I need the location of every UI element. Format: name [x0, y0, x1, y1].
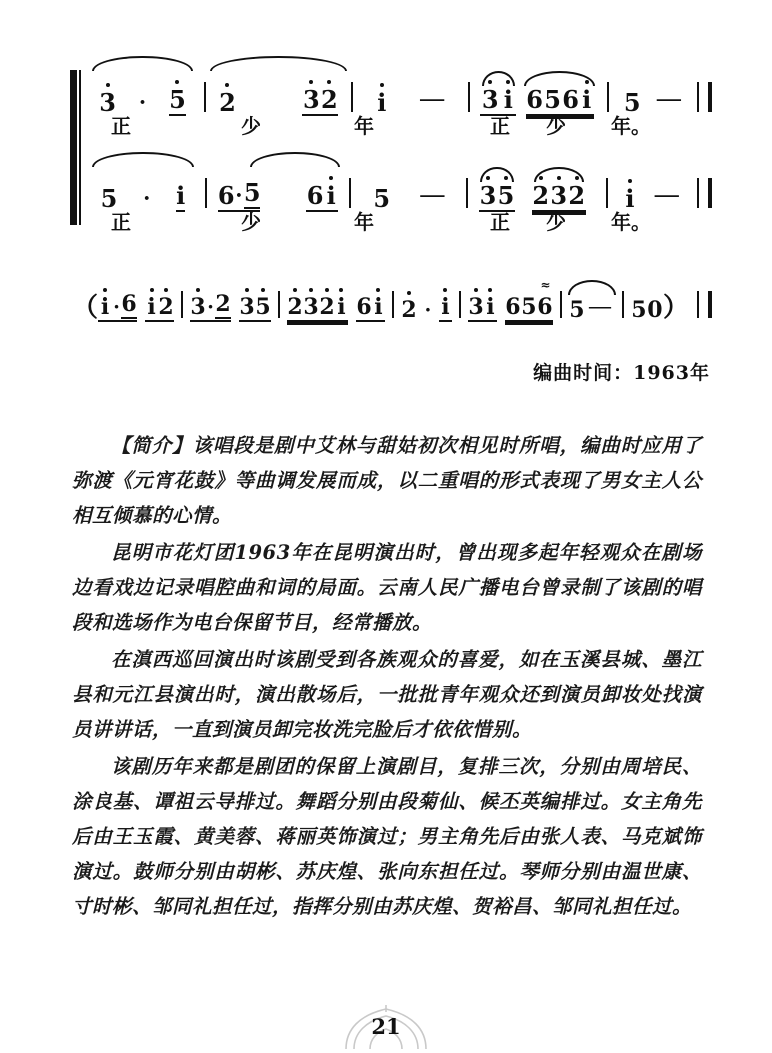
barline: [181, 291, 183, 318]
article-body: [72, 428, 702, 926]
note: i: [145, 295, 158, 319]
measure: [616, 72, 689, 116]
beamed-group: [479, 183, 515, 212]
note: 6: [562, 85, 579, 114]
dotted-rhythm-dot: ·: [142, 186, 151, 212]
lyric-syllable: 年: [354, 210, 374, 234]
dotted-rhythm-dot: ·: [424, 297, 432, 322]
final-barline: [697, 178, 712, 208]
brace-thick-stroke: [70, 70, 77, 225]
measure: [520, 72, 600, 116]
note: i: [625, 184, 635, 213]
music-score: [0, 0, 772, 345]
note: 5: [100, 184, 118, 213]
beamed-group: [239, 295, 271, 322]
sustain-dash: —: [420, 182, 445, 208]
paragraph-performance-history: 昆明市花灯团1963年在昆明演出时，曾出现多起年轻观众在剧场边看戏边记录唱腔曲和词的局面。云南人民广播电台曾录制了该剧的唱段和选场作为电台保留节目，经常播放。: [72, 541, 702, 634]
note: i: [439, 295, 452, 322]
note: i: [484, 295, 497, 319]
measure: [213, 72, 344, 116]
note: 2: [219, 88, 236, 117]
note: 3: [303, 85, 320, 114]
lyric-syllable: 正: [490, 114, 510, 138]
lyric-syllable: 少: [546, 114, 566, 138]
barline: [606, 178, 608, 208]
beamed-group: [468, 295, 497, 322]
measure: [214, 168, 342, 212]
note: 5: [569, 297, 585, 323]
barline: [607, 82, 609, 112]
dotted-rhythm-dot: ·: [112, 294, 121, 319]
lyric-syllable: 少: [241, 210, 261, 234]
dotted-rhythm-dot: ·: [138, 90, 147, 116]
note: 5: [373, 184, 391, 213]
note: 3: [481, 85, 499, 114]
page-footer: [0, 997, 772, 1053]
open-paren: （: [72, 293, 99, 322]
page-number: 21: [371, 1014, 401, 1039]
note: i: [98, 295, 112, 319]
measure: [360, 72, 461, 116]
slur-icon: [250, 152, 340, 167]
dotted-rhythm-dot: ·: [206, 294, 215, 319]
barline: [205, 178, 207, 208]
measure: [569, 293, 615, 323]
beamed-group: [190, 292, 231, 322]
beamed-group: [356, 295, 385, 322]
sustain-dash: —: [656, 86, 681, 112]
interlude-line: [72, 272, 712, 322]
sustain-dash: —: [588, 293, 611, 318]
note: i: [176, 181, 186, 210]
note: i: [372, 295, 385, 319]
note: 5: [243, 178, 261, 207]
note: 2: [215, 291, 231, 317]
measure: [88, 72, 197, 116]
composition-date: 编曲时间：1963年: [533, 362, 710, 384]
note: 5: [255, 294, 271, 320]
beamed-group: [505, 278, 553, 322]
beamed-group: [287, 295, 348, 322]
paragraph-tour-reception: 在滇西巡回演出时该剧受到各族观众的喜爱，如在玉溪县城、墨江县和元江县演出时，演出散场后，一批批青年观众还到演员卸妆处找演员讲讲话，一直到演员卸完妆洗完脸后才依依惜别。: [72, 648, 702, 741]
note: 5: [544, 85, 561, 114]
note: 6: [356, 294, 372, 320]
note: 2: [568, 181, 586, 210]
note: i: [377, 88, 387, 117]
note: 5: [169, 85, 186, 114]
note: 6: [306, 181, 324, 210]
beamed-group: [98, 292, 137, 322]
note-row-voice1: [88, 72, 712, 116]
staff-line-voice2: [88, 168, 712, 246]
sustain-dash: —: [420, 86, 445, 112]
beamed-group: [480, 87, 516, 116]
note: 3: [468, 294, 484, 320]
barline: [459, 291, 461, 318]
dotted-rhythm-dot: ·: [234, 183, 243, 209]
barline: [622, 291, 624, 318]
slur-icon: [482, 71, 515, 86]
note: 3: [99, 88, 116, 117]
measure: [88, 168, 198, 212]
beamed-group: [218, 180, 260, 212]
barline: [560, 291, 562, 318]
note: 3: [190, 294, 206, 320]
measure: [358, 168, 459, 212]
note: 5: [521, 294, 537, 320]
lyric-syllable: 少: [241, 114, 261, 138]
slur-icon: [480, 167, 513, 182]
beamed-group: [145, 295, 174, 322]
measure: [518, 168, 599, 212]
slur-icon: [92, 56, 192, 71]
note: 3: [479, 181, 497, 210]
note: 2: [321, 85, 338, 114]
note: 0: [647, 297, 663, 323]
sustain-dash: —: [654, 182, 679, 208]
barline: [204, 82, 206, 112]
note: i: [500, 87, 516, 113]
lyric-syllable: 正: [490, 210, 510, 234]
note: 3: [550, 181, 568, 210]
note: 6: [121, 291, 137, 317]
note: 2: [287, 294, 303, 320]
barline: [466, 178, 468, 208]
note: 2: [158, 294, 174, 320]
beamed-group: [526, 87, 594, 116]
barline: [392, 291, 394, 318]
lyric-syllable: 正: [111, 210, 131, 234]
duet-brace-icon: [70, 70, 83, 225]
beamed-group: [306, 183, 338, 212]
brace-thin-stroke: [79, 70, 81, 225]
measure: [477, 72, 520, 116]
note: 6: [505, 294, 521, 320]
slur-icon: [92, 152, 193, 167]
note: 2: [319, 294, 335, 320]
beamed-group: [302, 87, 338, 116]
paragraph-production-credits: 该剧历年来都是剧团的保留上演剧目，复排三次，分别由周培民、涂良基、谭祖云导排过。舞蹈分别由段菊仙、候丕英编排过。女主角先后由王玉霞、黄美蓉、蒋丽英饰演过；男主角先后由张人表、马克斌饰演过。鼓师分别由胡彬、苏庆煌、张向东担任过。琴师分别由温世康、寸时彬、邹同礼担任过，指挥分别由苏庆煌、贺裕昌、邹同礼担任过。: [72, 755, 702, 918]
lyric-row-voice2: [88, 210, 712, 246]
lyric-syllable: 少: [546, 210, 566, 234]
barline: [468, 82, 470, 112]
note: 5: [631, 297, 647, 323]
barline: [349, 178, 351, 208]
note: 5: [497, 181, 515, 210]
tremolo-icon: ≈: [540, 278, 550, 292]
note: i: [580, 87, 594, 113]
close-paren: ）: [662, 293, 689, 322]
note: 3: [239, 294, 255, 320]
barline: [351, 82, 353, 112]
final-barline: [697, 82, 712, 112]
note: i: [324, 183, 338, 209]
note: i: [335, 295, 348, 319]
barline: [278, 291, 280, 318]
staff-line-voice1: [88, 72, 712, 150]
lyric-syllable: 正: [111, 114, 131, 138]
final-barline: [697, 291, 712, 318]
measure: [615, 168, 689, 212]
beamed-group: [532, 183, 586, 212]
note-row-voice2: [88, 168, 712, 212]
lyric-syllable: 年。: [611, 114, 651, 138]
note: ≈ 6: [537, 278, 553, 320]
note: 6: [526, 85, 543, 114]
note: 3: [303, 294, 319, 320]
lyric-syllable: 年: [354, 114, 374, 138]
slur-icon: [524, 71, 595, 86]
note: 5: [623, 88, 641, 117]
slur-icon: [210, 56, 347, 71]
note: 2: [532, 181, 550, 210]
lyric-syllable: 年。: [611, 210, 651, 234]
paragraph-intro: 【简介】该唱段是剧中艾林与甜姑初次相见时所唱，编曲时应用了弥渡《元宵花鼓》等曲调发展而成，以二重唱的形式表现了男女主人公相互倾慕的心情。: [72, 434, 702, 527]
measure: [475, 168, 518, 212]
note: 2: [401, 297, 417, 323]
lyric-row-voice1: [88, 114, 712, 150]
note: 6: [217, 181, 235, 210]
